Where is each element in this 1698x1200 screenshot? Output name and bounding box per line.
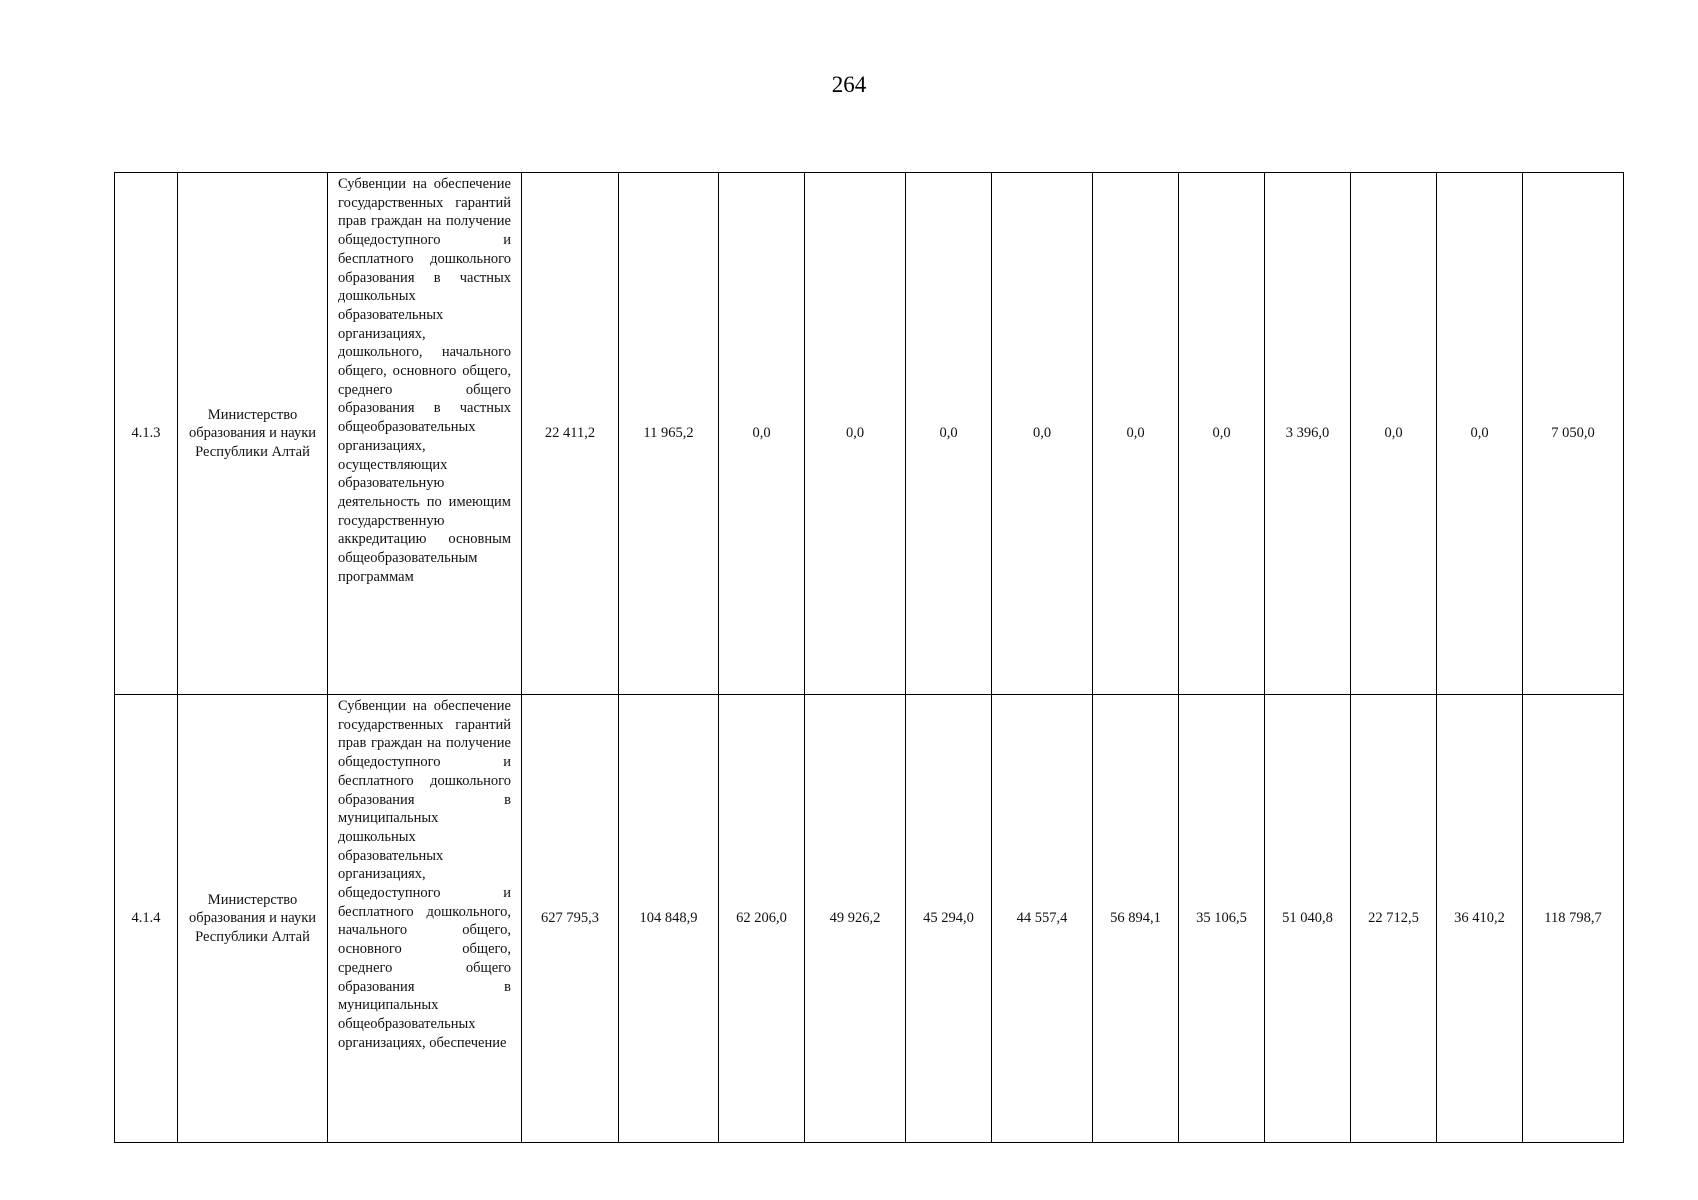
row-description <box>328 173 522 695</box>
budget-table <box>114 172 1624 1143</box>
value-cell: 0,0 <box>906 173 992 695</box>
value-cell: 51 040,8 <box>1265 695 1351 1143</box>
description-text: Субвенции на обеспечение государственных гарантий прав граждан на получение общедоступного и бесплатного дошкольного образования в муниципальных дошкольных образовательных организациях, общедоступного и бесплатного дошкольного, начального общего, основного общего, среднего общего образования в муниципальных общеобразовательных организациях, обеспечение <box>338 698 511 1051</box>
value-cell: 0,0 <box>805 173 906 695</box>
table-row <box>115 695 1624 1143</box>
value-cell: 0,0 <box>992 173 1093 695</box>
organization-name: Министерство образования и науки Республики Алтай <box>188 406 316 460</box>
value-cell: 104 848,9 <box>619 695 719 1143</box>
row-organization <box>178 173 328 695</box>
value-cell: 45 294,0 <box>906 695 992 1143</box>
value-cell: 22 712,5 <box>1351 695 1437 1143</box>
value-cell: 0,0 <box>1437 173 1523 695</box>
value-cell: 36 410,2 <box>1437 695 1523 1143</box>
value-cell: 35 106,5 <box>1179 695 1265 1143</box>
value-cell: 118 798,7 <box>1523 695 1624 1143</box>
value-cell: 49 926,2 <box>805 695 906 1143</box>
row-code: 4.1.4 <box>115 695 178 1143</box>
description-text: Субвенции на обеспечение государственных гарантий прав граждан на получение общедоступного и бесплатного дошкольного образования в частных дошкольных образовательных организациях, дошкольного, начального общего, основного общего, среднего общего образования в частных общеобразовательных организациях, осуществляющих образовательную деятельность по имеющим государственную аккредитацию основным общеобразовательным программам <box>338 176 511 585</box>
row-organization <box>178 695 328 1143</box>
value-cell: 62 206,0 <box>719 695 805 1143</box>
value-cell: 7 050,0 <box>1523 173 1624 695</box>
table-row <box>115 173 1624 695</box>
value-cell: 627 795,3 <box>522 695 619 1143</box>
row-code: 4.1.3 <box>115 173 178 695</box>
value-cell: 0,0 <box>1093 173 1179 695</box>
row-description <box>328 695 522 1143</box>
value-cell: 56 894,1 <box>1093 695 1179 1143</box>
value-cell: 3 396,0 <box>1265 173 1351 695</box>
value-cell: 22 411,2 <box>522 173 619 695</box>
page-number: 264 <box>831 72 867 97</box>
value-cell: 0,0 <box>719 173 805 695</box>
organization-name: Министерство образования и науки Республики Алтай <box>188 891 316 945</box>
value-cell: 44 557,4 <box>992 695 1093 1143</box>
value-cell: 0,0 <box>1179 173 1265 695</box>
value-cell: 0,0 <box>1351 173 1437 695</box>
value-cell: 11 965,2 <box>619 173 719 695</box>
